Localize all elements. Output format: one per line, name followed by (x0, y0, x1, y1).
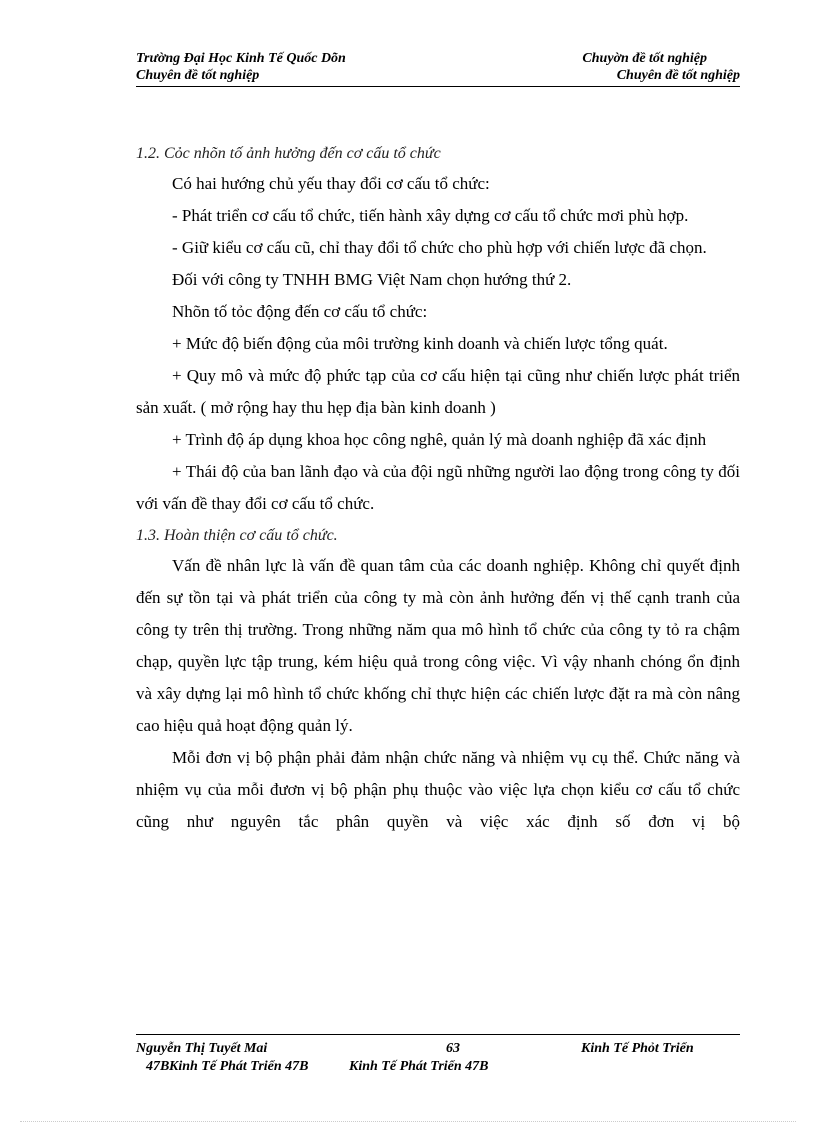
bottom-dotted-rule (20, 1121, 796, 1122)
header-row-bottom (136, 67, 740, 84)
paragraph: + Quy mô và mức độ phức tạp của cơ cấu hiện tại cũng như chiến lược phát triển sản xuất. ( mở rộng hay thu hẹp địa bàn kinh doanh ) (136, 366, 740, 417)
header-row-top (136, 50, 740, 67)
paragraph: + Mức độ biến động của môi trường kinh doanh và chiến lược tổng quát. (172, 334, 668, 353)
footer-dept-mid2: Kinh Tế Phát Triển 47B (349, 1059, 489, 1074)
page-header (136, 50, 740, 84)
header-right-bottom: Chuyên đề tốt nghiệp (616, 68, 740, 83)
header-school: Trường Đại Học Kinh Tế Quốc Dõn (136, 51, 346, 66)
paragraph: - Phát triển cơ cấu tổ chức, tiến hành xây dựng cơ cấu tổ chức mơi phù hợp. (172, 206, 689, 225)
paragraph: Vấn đề nhân lực là vấn đề quan tâm của các doanh nghiệp. Không chỉ quyết định đến sự tồn tại và phát triển của công ty mà còn ảnh hưởng đến vị thế cạnh tranh của công ty trên thị trường. Trong những năm qua mô hình tổ chức của công ty tỏ ra chậm chạp, quyền lực tập trung, kém hiệu quả trong công việc. Vì vậy nhanh chóng ổn định và xây dựng lại mô hình tổ chức khống chỉ thực hiện các chiến lược đặt ra mà còn nâng cao hiệu quả hoạt động quản lý. (136, 556, 740, 735)
footer-author: Nguyễn Thị Tuyết Mai (136, 1041, 268, 1056)
page-footer (136, 1040, 740, 1076)
paragraph: Có hai hướng chủ yếu thay đổi cơ cấu tổ chức: (172, 174, 490, 193)
paragraph: Mỗi đơn vị bộ phận phải đảm nhận chức năng và nhiệm vụ cụ thể. Chức năng và nhiệm vụ của mỗi đươn vị bộ phận phụ thuộc vào việc lựa chọn kiểu cơ cấu tổ chức cũng như nguyên tắc phân quyền và việc xác định số đơn vị bộ (136, 748, 740, 831)
section-heading-1-2: 1.2. Cỏc nhõn tố ảnh hưởng đến cơ cấu tổ chức (136, 145, 441, 162)
paragraph: + Thái độ của ban lãnh đạo và của đội ngũ những người lao động trong công ty đối với vấn đề thay đổi cơ cấu tổ chức. (136, 462, 740, 513)
footer-divider (136, 1034, 740, 1035)
paragraph: - Giữ kiểu cơ cấu cũ, chỉ thay đổi tổ chức cho phù hợp với chiến lược đã chọn. (172, 238, 707, 257)
footer-row-bottom (136, 1058, 740, 1076)
page-number: 63 (446, 1041, 460, 1056)
paragraph: Nhõn tố tỏc động đến cơ cấu tổ chức: (172, 302, 428, 321)
paragraph: Đối với công ty TNHH BMG Việt Nam chọn hướng thứ 2. (172, 270, 572, 289)
header-left-bottom: Chuyên đề tốt nghiệp (136, 68, 260, 83)
footer-dept-right: Kinh Tế Phỏt Triển (581, 1041, 694, 1056)
header-right-top: Chuyờn đề tốt nghiệp (582, 51, 707, 66)
page-body (136, 140, 740, 838)
footer-dept-mid1: Kinh Tế Phát Triển 47B (169, 1059, 309, 1074)
paragraph: + Trình độ áp dụng khoa học công nghê, quản lý mà doanh nghiệp đã xác định (172, 430, 707, 449)
footer-row-top (136, 1040, 740, 1058)
footer-class: 47B (146, 1059, 170, 1074)
section-heading-1-3: 1.3. Hoàn thiện cơ cấu tổ chức. (136, 527, 338, 544)
header-divider (136, 86, 740, 87)
